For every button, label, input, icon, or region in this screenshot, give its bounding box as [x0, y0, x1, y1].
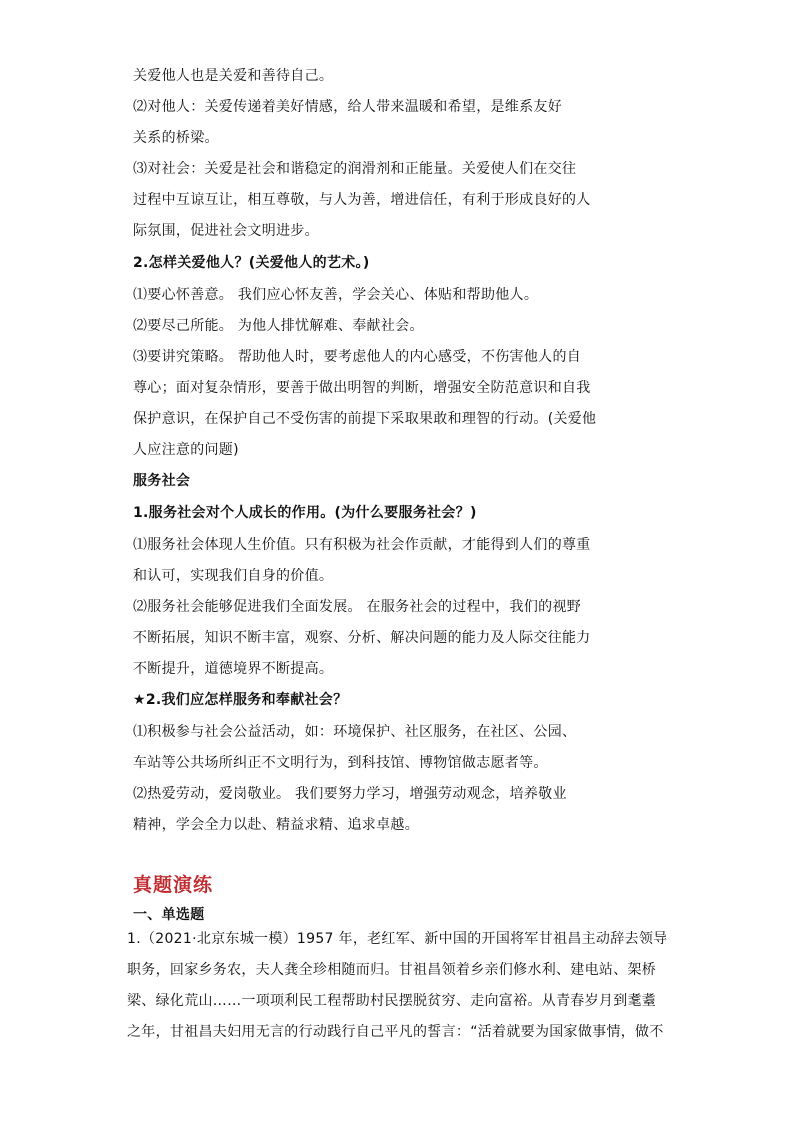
question-text-line: 梁、绿化荒山……一项项利民工程帮助村民摆脱贫穷、走向富裕。从青春岁月到耄耋 [127, 993, 657, 1009]
question-heading: ★2.我们应怎样服务和奉献社会？ [133, 692, 348, 708]
text-line: ⑴积极参与社会公益活动，如：环境保护、社区服务，在社区、公园、 [133, 724, 577, 740]
text-line: 关系的桥梁。 [133, 130, 219, 146]
question-text-line: 1.（2021·北京东城一模）1957 年，老红军、新中国的开国将军甘祖昌主动辞去领导 [127, 931, 668, 947]
topic-heading: 服务社会 [133, 473, 191, 489]
text-line: ⑴服务社会体现人生价值。只有积极为社会作贡献，才能得到人们的尊重 [133, 537, 591, 553]
text-line: ⑶对社会：关爱是社会和谐稳定的润滑剂和正能量。关爱使人们在交往 [133, 161, 577, 177]
question-text-line: 之年，甘祖昌夫妇用无言的行动践行自己平凡的誓言：“活着就要为国家做事情，做不 [127, 1024, 664, 1040]
text-line: ⑴要心怀善意。 我们应心怀友善，学会关心、体贴和帮助他人。 [133, 287, 539, 303]
question-heading: 1.服务社会对个人成长的作用。(为什么要服务社会？) [133, 505, 477, 521]
text-line: 际氛围，促进社会文明进步。 [133, 223, 319, 239]
text-line: ⑶要讲究策略。 帮助他人时，要考虑他人的内心感受，不伤害他人的自 [133, 349, 582, 365]
text-line: 不断提升，道德境界不断提高。 [133, 661, 334, 677]
text-line: 和认可，实现我们自身的价值。 [133, 568, 334, 584]
text-line: 不断拓展，知识不断丰富，观察、分析、解决问题的能力及人际交往能力 [133, 630, 591, 646]
text-line: ⑵对他人：关爱传递着美好情感，给人带来温暖和希望，是维系友好 [133, 99, 562, 115]
text-line: 精神，学会全力以赴、精益求精、追求卓越。 [133, 817, 419, 833]
text-line: ⑵服务社会能够促进我们全面发展。 在服务社会的过程中，我们的视野 [133, 599, 582, 615]
text-line: ⑵热爱劳动，爱岗敬业。 我们要努力学习，增强劳动观念，培养敬业 [133, 786, 567, 802]
text-line: 车站等公共场所纠正不文明行为，到科技馆、博物馆做志愿者等。 [133, 755, 548, 771]
text-line: ⑵要尽己所能。 为他人排忧解难、奉献社会。 [133, 318, 424, 334]
subsection-heading: 一、单选题 [133, 907, 205, 923]
text-line: 尊心；面对复杂情形，要善于做出明智的判断，增强安全防范意识和自我 [133, 380, 591, 396]
text-line: 保护意识，在保护自己不受伤害的前提下采取果敢和理智的行动。(关爱他 [133, 411, 597, 427]
section-title: 真题演练 [133, 874, 214, 896]
question-text-line: 职务，回家乡务农，夫人龚全珍相随而归。甘祖昌领着乡亲们修水利、建电站、架桥 [127, 962, 657, 978]
text-line: 关爱他人也是关爱和善待自己。 [133, 68, 334, 84]
question-heading: 2.怎样关爱他人？(关爱他人的艺术。) [133, 255, 370, 271]
text-line: 过程中互谅互让，相互尊敬，与人为善，增进信任，有利于形成良好的人 [133, 192, 591, 208]
text-line: 人应注意的问题) [133, 442, 239, 458]
